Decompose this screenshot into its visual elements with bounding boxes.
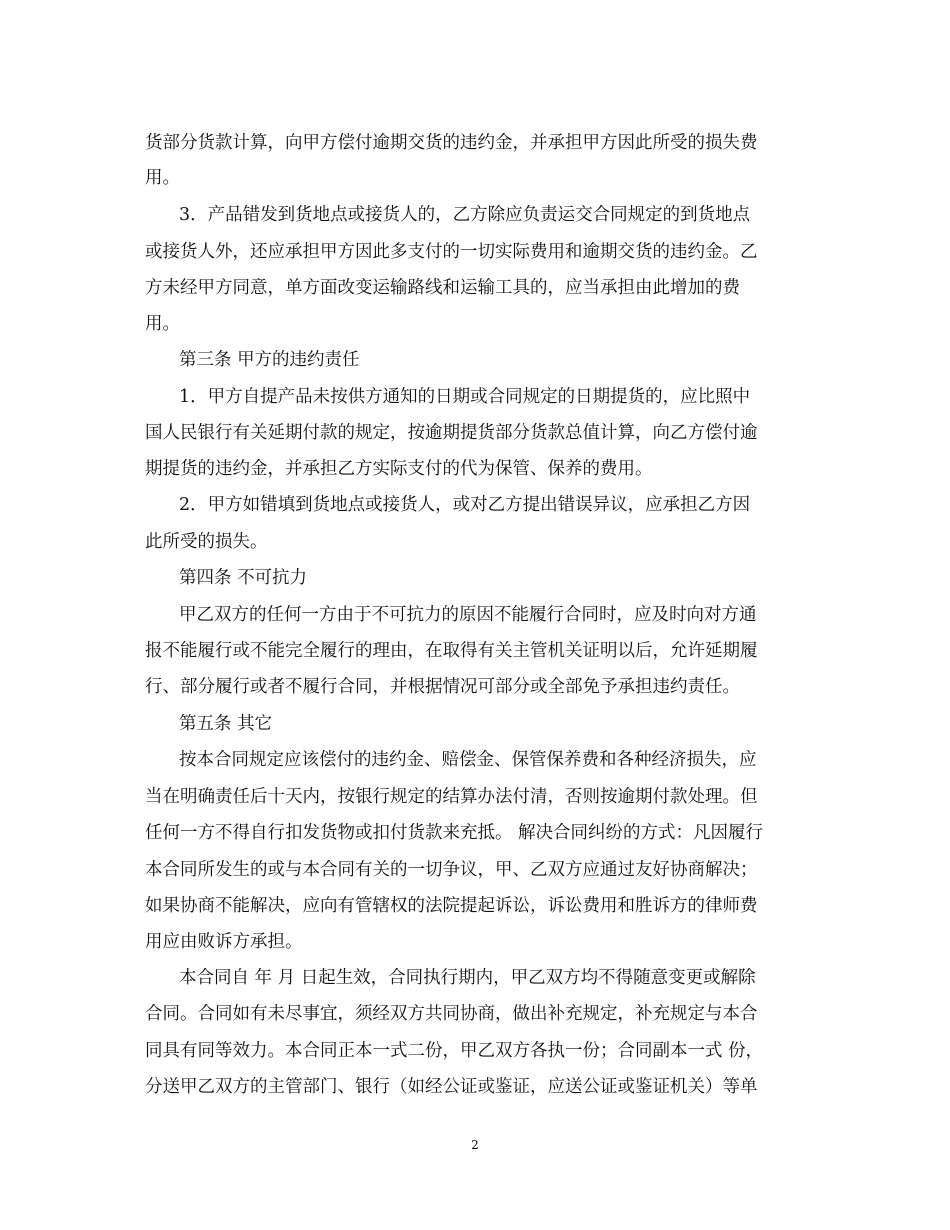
text-line: 本合同自 年 月 日起生效，合同执行期内，甲乙双方均不得随意变更或解除 [179, 968, 756, 988]
text-line: 期提货的违约金，并承担乙方实际支付的代为保管、保养的费用。 [145, 459, 653, 479]
text-line: 报不能履行或不能完全履行的理由，在取得有关主管机关证明以后，允许延期履 [145, 641, 758, 661]
text-line: 行、部分履行或者不履行合同，并根据情况可部分或全部免予承担违约责任。 [145, 677, 740, 697]
text-line: 同具有同等效力。本合同正本一式二份，甲乙双方各执一份；合同副本一式 份， [145, 1041, 764, 1061]
text-line: 用应由败诉方承担。 [145, 932, 303, 952]
text-line: 3．产品错发到货地点或接货人的，乙方除应负责运交合同规定的到货地点 [179, 205, 751, 225]
text-line: 国人民银行有关延期付款的规定，按逾期提货部分货款总值计算，向乙方偿付逾 [145, 423, 758, 443]
text-line: 货部分货款计算，向甲方偿付逾期交货的违约金，并承担甲方因此所受的损失费 [145, 133, 758, 153]
text-line: 2．甲方如错填到货地点或接货人，或对乙方提出错误异议，应承担乙方因 [179, 495, 751, 515]
text-line: 此所受的损失。 [145, 532, 268, 552]
section-heading: 第三条 甲方的违约责任 [179, 350, 360, 370]
text-line: 方未经甲方同意，单方面改变运输路线和运输工具的，应当承担由此增加的费 [145, 278, 740, 298]
text-line: 按本合同规定应该偿付的违约金、赔偿金、保管保养费和各种经济损失，应 [179, 750, 757, 770]
text-line: 1．甲方自提产品未按供方通知的日期或合同规定的日期提货的，应比照中 [179, 387, 751, 407]
text-line: 用。 [145, 168, 180, 188]
text-line: 用。 [145, 314, 180, 334]
section-heading: 第五条 其它 [179, 714, 273, 734]
page-number: 2 [471, 1138, 479, 1152]
text-line: 甲乙双方的任何一方由于不可抗力的原因不能履行合同时，应及时向对方通 [179, 605, 757, 625]
text-line: 本合同所发生的或与本合同有关的一切争议，甲、乙双方应通过友好协商解决； [145, 860, 758, 880]
text-line: 任何一方不得自行扣发货物或扣付货款来充抵。 解决合同纠纷的方式：凡因履行 [145, 823, 764, 843]
text-line: 当在明确责任后十天内，按银行规定的结算办法付清，否则按逾期付款处理。但 [145, 787, 758, 807]
section-heading: 第四条 不可抗力 [179, 568, 308, 588]
text-line: 合同。合同如有未尽事宜，须经双方共同协商，做出补充规定，补充规定与本合 [145, 1004, 758, 1024]
text-line: 或接货人外，还应承担甲方因此多支付的一切实际费用和逾期交货的违约金。乙 [145, 242, 758, 262]
text-line: 如果协商不能解决，应向有管辖权的法院提起诉讼，诉讼费用和胜诉方的律师费 [145, 896, 758, 916]
text-line: 分送甲乙双方的主管部门、银行（如经公证或鉴证，应送公证或鉴证机关）等单 [145, 1077, 758, 1097]
